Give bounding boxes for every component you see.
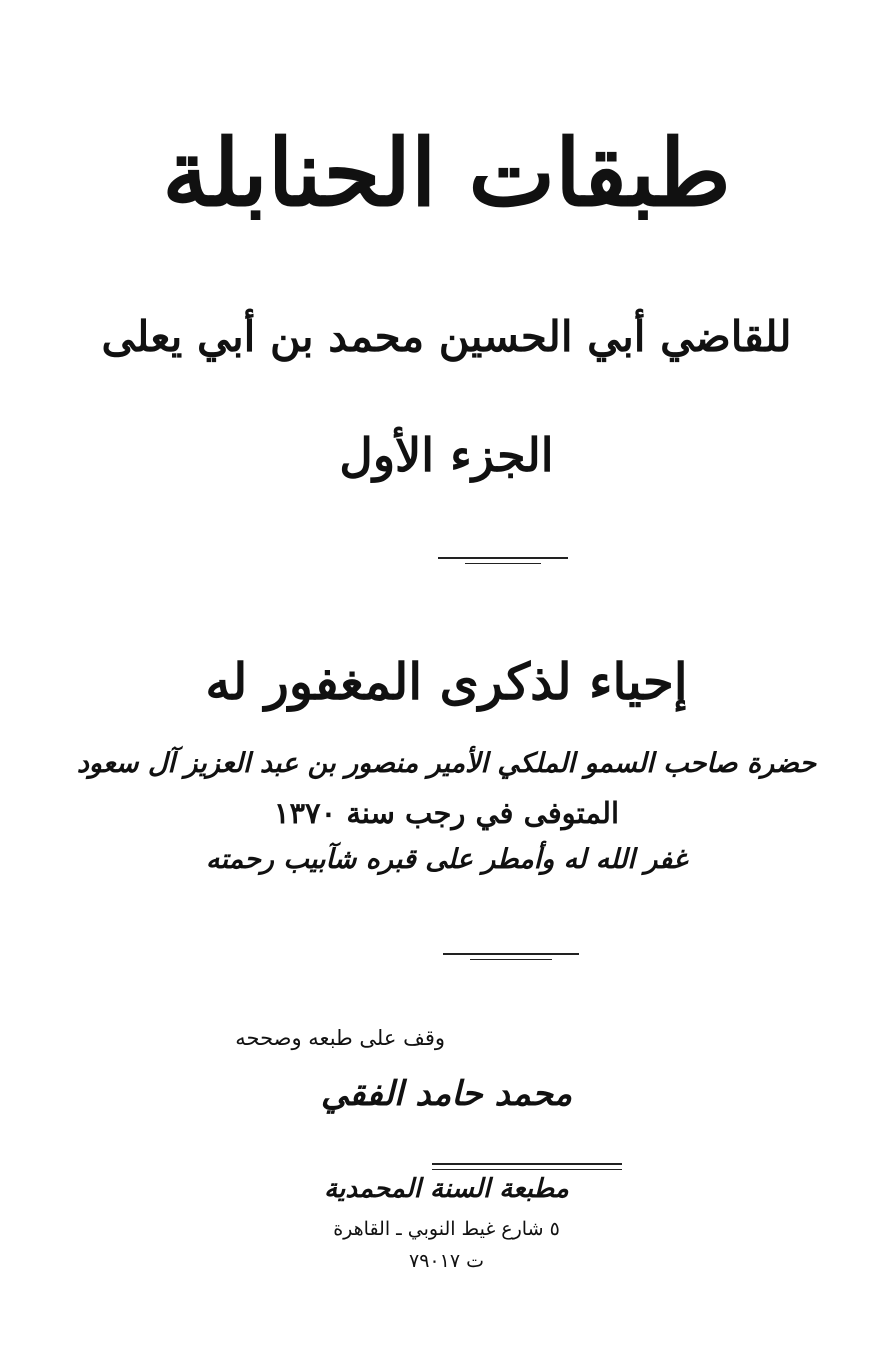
press-rule-top-inner <box>432 1169 622 1170</box>
divider-2-top <box>443 953 579 955</box>
book-volume: الجزء الأول <box>339 428 554 482</box>
press-phone: ت ٧٩٠١٧ <box>409 1250 484 1272</box>
press-rule-top <box>432 1163 622 1165</box>
press-name: مطبعة السنة المحمدية <box>324 1174 569 1204</box>
divider-1-top <box>438 557 568 559</box>
editor-name: محمد حامد الفقي <box>320 1074 573 1114</box>
divider-2-bottom <box>470 959 552 960</box>
dedication-death-date: المتوفى في رجب سنة ١٣٧٠ <box>273 796 620 830</box>
dedication-prayer: غفر الله له وأمطر على قبره شآبيب رحمته <box>205 844 687 875</box>
book-author: للقاضي أبي الحسين محمد بن أبي يعلى <box>101 312 792 361</box>
book-title: طبقات الحنابلة <box>162 119 731 227</box>
editor-caption: وقف على طبعه وصححه <box>235 1026 445 1050</box>
divider-1-bottom <box>465 563 541 564</box>
press-address: ٥ شارع غيط النوبي ـ القاهرة <box>333 1218 560 1240</box>
dedication-patron: حضرة صاحب السمو الملكي الأمير منصور بن عبد العزيز آل سعود <box>76 748 817 779</box>
dedication-heading: إحياء لذكرى المغفور له <box>205 652 688 711</box>
